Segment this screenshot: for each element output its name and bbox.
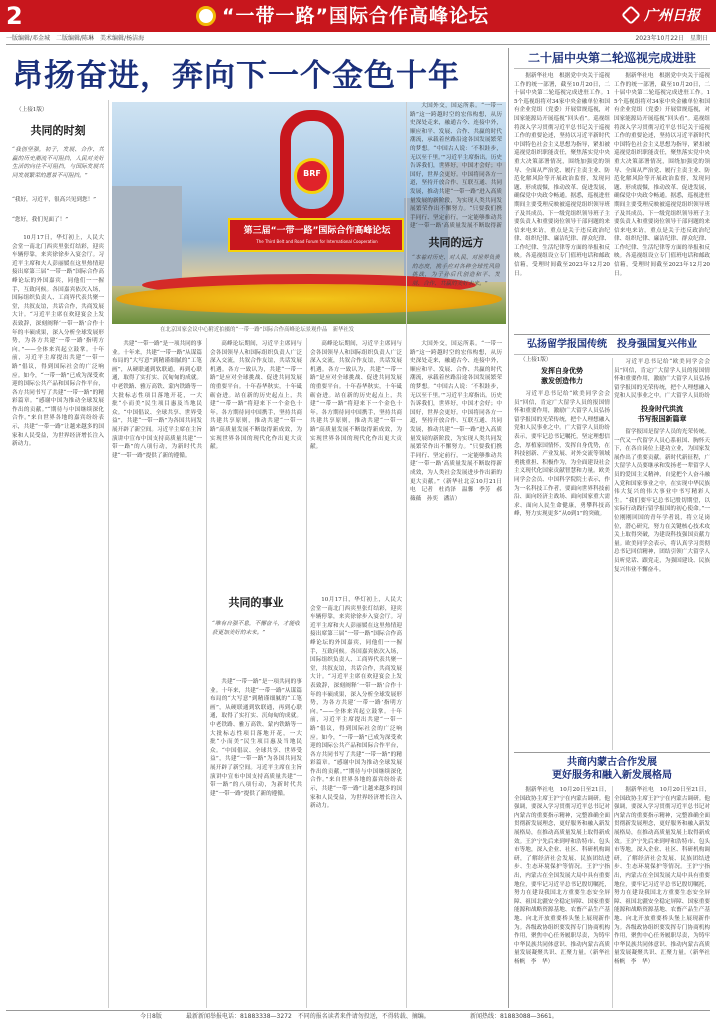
masthead-divider — [6, 44, 710, 45]
masthead-editors: 一版编辑/邓金城 二版编辑/陈琳 美术编辑/杨洁海 — [6, 35, 145, 42]
footer-edition: 今日8版 — [140, 1013, 162, 1020]
footer-notice: 最新新闻举报电话：81883338—3272 不同的报名读者来件请勿投送，不得转载、摘编。 — [186, 1013, 430, 1020]
masthead — [0, 0, 716, 44]
lead-col5-body-top: 大国外交，国运所系。“一带一路”这一跨越时空的宏伟构想，从历史深处走来，融通古今、连接中外，顺应和平、发展、合作、共赢的时代潮流，承载着丝路沿途各国发展繁荣的梦想。“中国古人说：‘不积跬步，无以至千里。’”习近平主席指出。历史告诉我们，世界好，中国才会好；中国好，世界会更好。中国将同各方一道，坚持开放合作、互联互通、共同发展，推动共建“一带一路”进入高质量发展的新阶段，为实现人类共同发展繁荣作出不懈努力。“只要我们携手同行、坚定前行，一定能够推动共建‘一带一路’高质量发展不断取得新 — [410, 103, 502, 230]
lead-col3-body-top: 高峰论坛期间，习近平主席同与会各国领导人和国际组织负责人广泛深入交流，共叙合作友谊，共话发展机遇。各方一致认为，共建“一带一路”是应对全球挑战、促进共同发展的重要平台。十年春华秋实，十年砥砺奋进。站在新的历史起点上，共建“一带一路”将迎来下一个金色十年。各方期待同中国携手，坚持共商共建共享原则，推动共建“一带一路”高质量发展不断取得新成效，为实现世界各国的现代化作出更大贡献。 — [210, 341, 302, 451]
study-abroad-col1: 习近平总书记给“欧美同学会会员”回信，肯定广大留学人员的报国情怀和重要作用，激励广大留学人员弘扬留学报国的光荣传统，把个人理想融入党和人民事业之中。广大留学人员纷纷表示，要牢记总书记嘱托，坚定理想信念，厚植家国情怀，发挥自身优势，在科技创新、产业发展、对外交流等领域勇挑重担、积极作为，为全面建设社会主义现代化国家贡献智慧和力量。欧美同学会会员、中国科学院院士表示，作为一名科技工作者，要面向世界科技前沿、面向经济主战场、面向国家重大需求、面向人民生命健康，勇攀科技高峰，努力实现更多“从0到1”的突破。 — [514, 391, 610, 518]
study-abroad-subhead-2: 投身时代洪流 书写报国新篇章 — [637, 405, 687, 423]
lead-col2-body: 共建“一带一路”是一项共同的事业。十年来，共建“一带一路”从谋篇布局的“大写意”到精谨细腻的“工笔画”，从硬联通到软联通，再到心联通，取得了实打实、沉甸甸的成就。中老铁路、雅万高铁、蒙内铁路等一大批标志性项目落地开花，一大批“小而美”民生项目惠及当地民众。“中国倡议、全球共享、世界受益”，共建“一带一路”为各国共同发展开辟了新空间。习近平主席在主旨演讲中宣布中国支持高质量共建“一带一路”的八项行动，为新时代共建“一带一路”提供了新的遵循。 — [112, 341, 202, 459]
column-divider — [406, 102, 407, 1008]
study-abroad-subhead-1: 发挥自身优势 激发创造伟力 — [541, 367, 583, 385]
inner-mongolia-col1: 据新华社电 10月20日至21日，全国政协主席王沪宁在内蒙古调研。他强调，要深入学习贯彻习近平总书记对内蒙古的重要指示精神，完整准确全面贯彻新发展理念，更好服务和融入新发展格局，在推动高质量发展上取得新成效。王沪宁先后来到呼和浩特市、包头市等地，深入企业、社区、科研机构调研，了解经济社会发展、民族团结进步、生态环境保护等情况。王沪宁指出，内蒙古在全国发展大局中具有重要地位，要牢记习近平总书记殷切嘱托，努力在建设我国北方重要生态安全屏障、祖国北疆安全稳定屏障、国家重要能源和战略资源基地、农畜产品生产基地、向北开放重要桥头堡上展现新作为。各级政协组织要发挥专门协商机构作用，聚焦中心任务履职尽责，为铸牢中华民族共同体意识、推动内蒙古高质量发展凝聚共识、汇聚力量。（新华社 杨帆 李 华） — [514, 787, 610, 965]
section-title-shared-future: 共同的远方 — [428, 236, 484, 249]
lead-headline: 昂扬奋进，奔向下一个金色十年 — [12, 58, 460, 94]
lead-col4-body-mid: 10月17日，华灯初上，人民大会堂一南北门西宾里张灯结彩，迎宾车辆停靠，来宾徐徐步入宴会厅。习近平主席和夫人彭丽媛在这里热情迎接出席第三届“一带一路”国际合作高峰论坛的外国嘉宾，同他们一一握手，互致问候。各国嘉宾依次入场，国际组织负责人、工商界代表共聚一堂，共叙友谊，共话合作，共商发展大计。“习近平主席在欢迎宴会上发表致辞，深刻阐释‘一带一路’合作十年的丰硕成果，深入分析全球发展形势，为各方共建‘一带一路’指明方向。”——全体来宾起立鼓掌。十年前，习近平主席提出共建“一带一路”倡议，得到国际社会的广泛响应。如今，“一带一路”已成为深受欢迎的国际公共产品和国际合作平台，各方共同书写了共建“一带一路”的精彩篇章。“感谢中国为推动全球发展作出的贡献。”“期待与中国继续深化合作。”来自世界各地的嘉宾纷纷表示，共建“一带一路”让越来越多的国家和人民受益，为世界经济增长注入新动力。 — [310, 597, 402, 810]
signboard-title: 第三届“一带一路”国际合作高峰论坛 — [243, 226, 391, 236]
column-divider — [306, 338, 307, 1008]
inspection-bottom-rule — [514, 334, 710, 335]
signboard-subtitle: The Third Belt and Road Forum for International Cooperation — [256, 239, 378, 244]
study-abroad-rule — [514, 354, 710, 355]
study-abroad-headline: 弘扬留学报国传统 投身强国复兴伟业 — [527, 339, 697, 350]
study-abroad-col2: 留学报国是留学人员的光荣传统。一代又一代留学人员心系祖国、胸怀天下，在各自岗位上建功立业，为国家发展作出了重要贡献。新时代新征程，广大留学人员要继承和发扬老一辈留学人员的爱国主义精神，自觉把个人奋斗融入党和国家事业之中，在实现中华民族伟大复兴的伟大事业中书写精彩人生。“我们要牢记总书记殷切期望，以实际行动践行留学报国的初心使命。”一位刚刚回国的青年学者说，将立足岗位，潜心研究，努力在关键核心技术攻关上取得突破，为建设科技强国贡献力量。欧美同学会表示，将认真学习贯彻总书记回信精神，团结引领广大留学人员听党话、跟党走，为强国建设、民族复兴伟业不懈奋斗。 — [614, 429, 710, 573]
section-title-shared-cause: 共同的事业 — [228, 596, 284, 609]
quote-greeting: “我好，习近平，很高兴见到您！” — [12, 197, 97, 203]
inspection-body-col2: 据新华社电 根据党中央关于巡视工作的统一部署，截至10月20日，二十届中央第二轮巡视完成进驻工作。15个巡视组将对34家中央金融单位和国有企业党组（党委）开展常规巡视，对国家能源局开展巡视“回头看”。巡视组将深入学习贯彻习近平总书记关于巡视工作的重要论述，坚持以习近平新时代中国特色社会主义思想为指导，紧扣被巡视党组织职能责任，聚焦落实党中央重大决策部署情况，围绕加强党的领导、全面从严治党、履行主责主业、防范化解风险等开展政治监督，发现问题、形成震慑，推动改革、促进发展，确保党中央政令畅通。据悉，巡视进驻期间主要受理反映被巡视党组织领导班子及其成员、下一级党组织领导班子主要负责人和重要岗位领导干部问题的来信来电来访，重点是关于违反政治纪律、组织纪律、廉洁纪律、群众纪律、工作纪律、生活纪律等方面的举报和反映。各巡视组设立专门值班电话和邮政信箱，受理时间截至2023年12月20日。 — [614, 73, 710, 277]
page-number: 2 — [6, 2, 23, 30]
section-divider — [508, 48, 509, 1008]
footer-rule — [6, 1010, 710, 1011]
quote-reply: “您好，我们见面了！” — [12, 217, 69, 223]
section2-quote: “唯有自强不息，不懈奋斗，才能收获更加美好的未来。” — [212, 621, 300, 636]
column-divider — [206, 338, 207, 1008]
study-abroad-bottom-rule — [514, 752, 710, 753]
lead-col1-body: 10月17日，华灯初上，人民大会堂一南北门西宾里张灯结彩，迎宾车辆停靠，来宾徐徐步入宴会厅。习近平主席和夫人彭丽媛在这里热情迎接出席第三届“一带一路”国际合作高峰论坛的外国嘉宾，同他们一一握手，互致问候。各国嘉宾依次入场，国际组织负责人、工商界代表共聚一堂，共叙友谊，共话合作，共商发展大计。“习近平主席在欢迎宴会上发表致辞，深刻阐释‘一带一路’合作十年的丰硕成果，深入分析全球发展形势，为各方共建‘一带一路’指明方向。”——全体来宾起立鼓掌。十年前，习近平主席提出共建“一带一路”倡议，得到国际社会的广泛响应。如今，“一带一路”已成为深受欢迎的国际公共产品和国际合作平台，各方共同书写了共建“一带一路”的精彩篇章。“感谢中国为推动全球发展作出的贡献。”“期待与中国继续深化合作。”来自世界各地的嘉宾纷纷表示，共建“一带一路”让越来越多的国家和人民受益，为世界经济增长注入新动力。 — [12, 235, 104, 448]
intro-quote: “我创坚强，初子，发展、合作、共赢的历史潮流不可阻挡，人民对美好生活的向往不可阻挡，与国际发展共同发展繁荣的愿景不可阻挡。” — [12, 147, 104, 179]
building-left — [112, 186, 182, 286]
study-abroad-byline: （上接1版） — [520, 357, 552, 363]
inspection-headline: 二十届中央第二轮巡视完成进驻 — [527, 51, 696, 65]
banner-title: “一带一路”国际合作高峰论坛 — [222, 5, 489, 27]
footer-hotline: 新闻热线：81883088—3661。 — [470, 1013, 558, 1020]
masthead-date: 2023年10月22日 星期日 — [635, 35, 708, 42]
inner-mongolia-col2: 据新华社电 10月20日至21日，全国政协主席王沪宁在内蒙古调研。他强调，要深入学习贯彻习近平总书记对内蒙古的重要指示精神，完整准确全面贯彻新发展理念，更好服务和融入新发展格局，在推动高质量发展上取得新成效。王沪宁先后来到呼和浩特市、包头市等地，深入企业、社区、科研机构调研，了解经济社会发展、民族团结进步、生态环境保护等情况。王沪宁指出，内蒙古在全国发展大局中具有重要地位，要牢记习近平总书记殷切嘱托，努力在建设我国北方重要生态安全屏障、祖国北疆安全稳定屏障、国家重要能源和战略资源基地、农畜产品生产基地、向北开放重要桥头堡上展现新作为。各级政协组织要发挥专门协商机构作用，聚焦中心任务履职尽责，为铸牢中华民族共同体意识、推动内蒙古高质量发展凝聚共识、汇聚力量。（新华社 杨帆 李 华） — [614, 787, 710, 965]
study-abroad-col2-top: 习近平总书记给“欧美同学会会员”回信，肯定广大留学人员的报国情怀和重要作用，激励广大留学人员弘扬留学报国的光荣传统，把个人理想融入党和人民事业之中。广大留学人员纷纷 — [614, 359, 710, 400]
photo-logo-text: BRF — [303, 169, 321, 178]
photo-caption: 在北京国家会议中心附近拍摄的“一带一路”国际合作高峰论坛景观作品 新华社发 — [160, 327, 355, 333]
lead-byline: （上接1版） — [16, 107, 48, 113]
section3-quote: “本着对历史、对人民、对世界负责的态度，携手应对各种全球性风险挑战，为子孙后代创造和平、发展、合作、共赢的美好未来。” — [412, 255, 500, 287]
lead-col5-body-bottom: 大国外交，国运所系。“一带一路”这一跨越时空的宏伟构想，从历史深处走来，融通古今、连接中外，顺应和平、发展、合作、共赢的时代潮流，承载着丝路沿途各国发展繁荣的梦想。“中国古人说：‘不积跬步，无以至千里。’”习近平主席指出。历史告诉我们，世界好，中国才会好；中国好，世界会更好。中国将同各方一道，坚持开放合作、互联互通、共同发展，推动共建“一带一路”进入高质量发展的新阶段，为实现人类共同发展繁荣作出不懈努力。“只要我们携手同行、坚定前行，一定能够推动共建‘一带一路’高质量发展不断取得新成效，为人类社会发展进步作出新的更大贡献。”（新华社北京10月21日电 记者 杜尚泽 温馨 季芳 郝薇薇 孙奕 潘洁） — [410, 341, 502, 502]
lead-col4-body-top: 高峰论坛期间，习近平主席同与会各国领导人和国际组织负责人广泛深入交流，共叙合作友谊，共话发展机遇。各方一致认为，共建“一带一路”是应对全球挑战、促进共同发展的重要平台。十年春华秋实，十年砥砺奋进。站在新的历史起点上，共建“一带一路”将迎来下一个金色十年。各方期待同中国携手，坚持共商共建共享原则，推动共建“一带一路”高质量发展不断取得新成效，为实现世界各国的现代化作出更大贡献。 — [310, 341, 402, 451]
inspection-body-col1: 据新华社电 根据党中央关于巡视工作的统一部署，截至10月20日，二十届中央第二轮巡视完成进驻工作。15个巡视组将对34家中央金融单位和国有企业党组（党委）开展常规巡视，对国家能源局开展巡视“回头看”。巡视组将深入学习贯彻习近平总书记关于巡视工作的重要论述，坚持以习近平新时代中国特色社会主义思想为指导，紧扣被巡视党组织职能责任，聚焦落实党中央重大决策部署情况，围绕加强党的领导、全面从严治党、履行主责主业、防范化解风险等开展政治监督，发现问题、形成震慑，推动改革、促进发展，确保党中央政令畅通。据悉，巡视进驻期间主要受理反映被巡视党组织领导班子及其成员、下一级党组织领导班子主要负责人和重要岗位领导干部问题的来信来电来访，重点是关于违反政治纪律、组织纪律、廉洁纪律、群众纪律、工作纪律、生活纪律等方面的举报和反映。各巡视组设立专门值班电话和邮政信箱，受理时间截至2023年12月20日。 — [514, 73, 610, 277]
belt-road-emblem-icon — [196, 6, 216, 26]
inner-mongolia-headline: 共商内蒙古合作发展 更好服务和融入新发展格局 — [552, 757, 672, 781]
lead-col3-body-bottom: 共建“一带一路”是一项共同的事业。十年来，共建“一带一路”从谋篇布局的“大写意”到精谨细腻的“工笔画”，从硬联通到软联通，再到心联通，取得了实打实、沉甸甸的成就。中老铁路、雅万高铁、蒙内铁路等一大批标志性项目落地开花，一大批“小而美”民生项目惠及当地民众。“中国倡议、全球共享、世界受益”，共建“一带一路”为各国共同发展开辟了新空间。习近平主席在主旨演讲中宣布中国支持高质量共建“一带一路”的八项行动，为新时代共建“一带一路”提供了新的遵循。 — [210, 679, 302, 797]
forum-signboard — [228, 218, 404, 252]
column-divider — [612, 358, 613, 750]
section-title-shared-moment: 共同的时刻 — [30, 124, 86, 137]
inspection-rule — [514, 68, 710, 69]
paper-name: 广州日报 — [644, 8, 700, 24]
column-divider — [108, 100, 109, 1008]
column-divider — [612, 786, 613, 1008]
